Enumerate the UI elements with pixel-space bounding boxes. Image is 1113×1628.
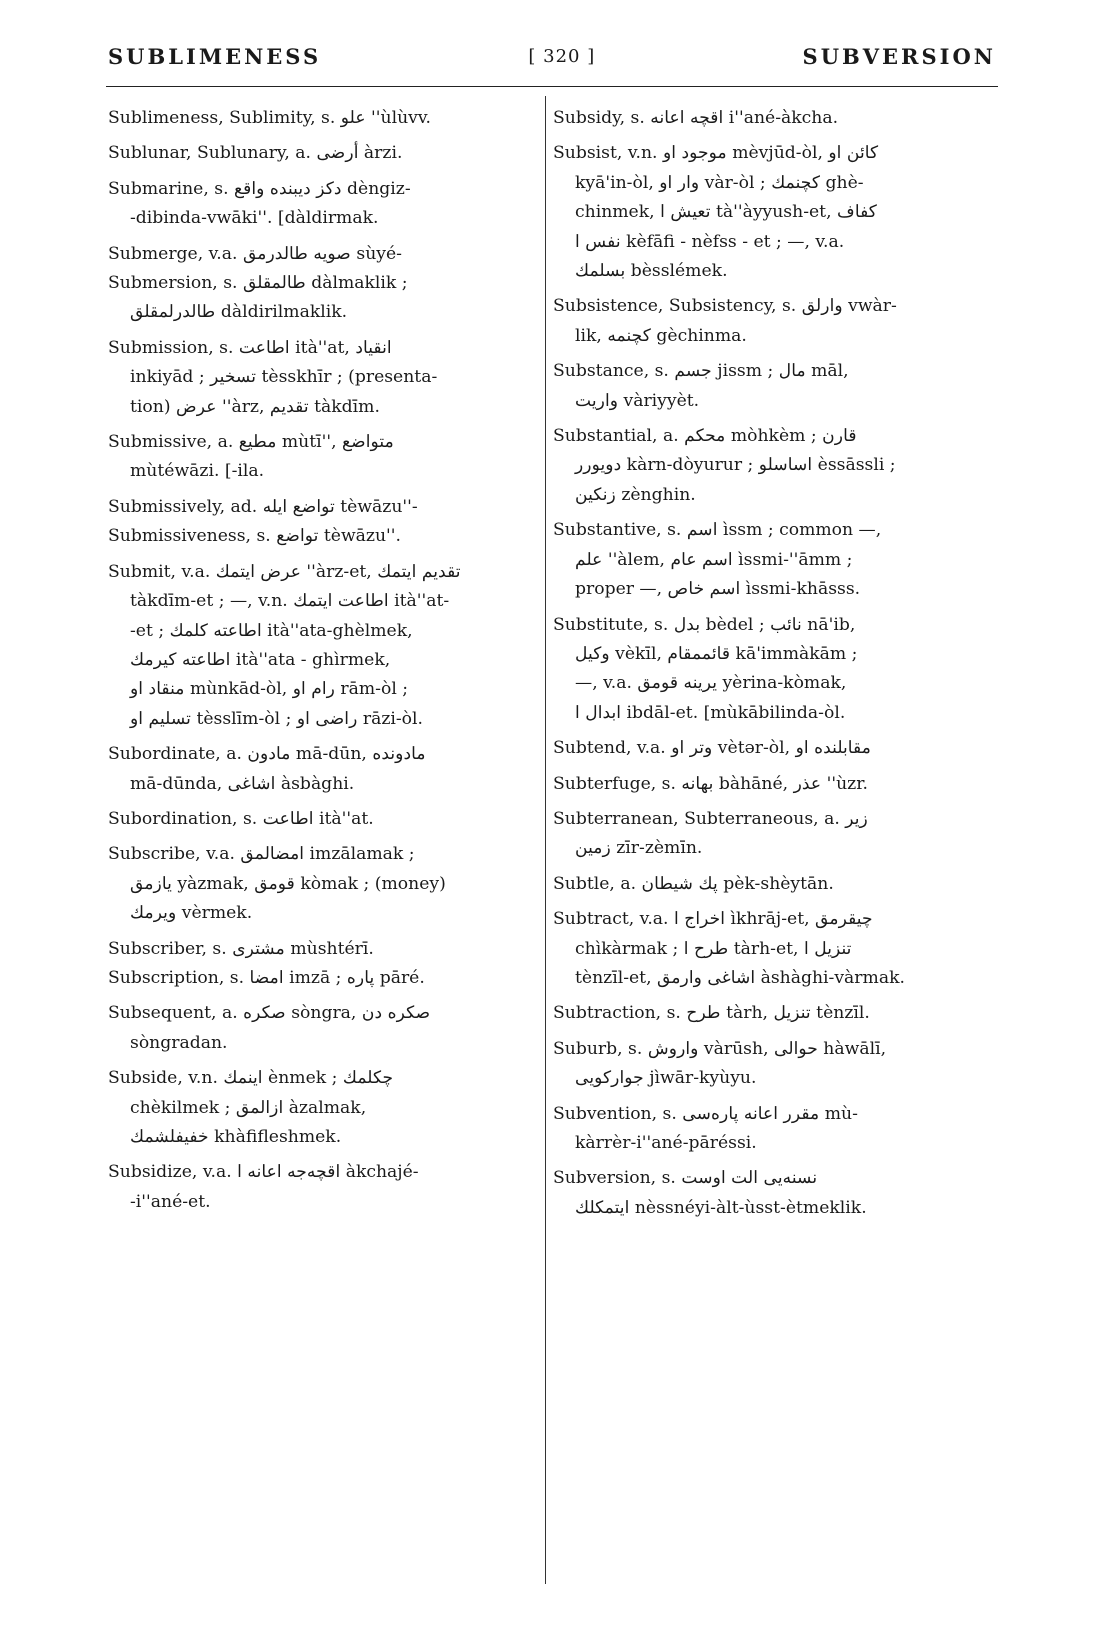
entry-continuation-line: tàkdīm-et ; —, v.n. اطاعت ايتمك ità''at-: [130, 591, 450, 612]
column-divider: [545, 96, 546, 1584]
entry-continuation-line: اطاعته كيرمك ità''ata - ghìrmek,: [130, 649, 391, 670]
entry-headword-line: Submission, s. اطاعت ità''at, انقياد: [108, 337, 392, 358]
entry-continuation-line: tion) عرض ''àrz, تقديم tàkdīm.: [130, 396, 380, 417]
entry-headword-line: Subtraction, s. طرح tàrh, تنزيل tènzīl.: [553, 1003, 870, 1024]
entry-headword-line: Substance, s. جسم jissm ; مال māl,: [553, 361, 849, 382]
entry-continuation-line: lik, كچنمه gèchinma.: [575, 325, 747, 346]
entry-headword-line: Subsequent, a. صكره sòngra, صكره دن: [108, 1003, 431, 1024]
entry-headword-line: Subordinate, a. مادون mā-dūn, مادونده: [108, 744, 426, 765]
entry-headword-line: Subscribe, v.a. امضالمق imzālamak ;: [108, 844, 415, 865]
header-rule: [106, 86, 998, 87]
entry-continuation-line: بسلمك bèsslémek.: [575, 261, 728, 282]
entry-headword-line: Subvention, s. مقرر اعانه پاره‌سى mù-: [553, 1103, 858, 1124]
entry-headword-line: Subtract, v.a. اخراج ا ìkhrāj-et, چيقرمق: [553, 909, 873, 930]
entry-continuation-line: -i''ané-et.: [130, 1191, 211, 1212]
entry-headword-line: Subsist, v.n. موجود او mèvjūd-òl, كائن او: [553, 143, 879, 164]
entry-continuation-line: وكيل vèkīl, قائممقام kā'immàkām ;: [575, 643, 858, 664]
entry-continuation-line: sòngradan.: [130, 1032, 228, 1053]
entry-headword-line: Submissive, a. مطيع mùtī'', متواضع: [108, 432, 394, 453]
entry-continuation-line: طالدرلمقلق dàldirilmaklik.: [130, 302, 348, 323]
entry-continuation-line: جواركويى jìwār-kyùyu.: [575, 1068, 757, 1089]
header-right-guide-word: SUBVERSION: [802, 43, 996, 69]
entry-continuation-line: chinmek, تعيش ا tà''àyyush-et, كفاف: [575, 202, 877, 223]
entry-continuation-line: نفس ا kèfāfi - nèfss - et ; —, v.a.: [575, 231, 845, 252]
entry-continuation-line: تسليم او tèsslīm-òl ; راضى او rāzi-òl.: [130, 708, 423, 729]
entry-headword-line: Submit, v.a. عرض ايتمك ''àrz-et, تقديم ايتمك: [108, 561, 461, 582]
entry-continuation-line: منقاد او mùnkād-òl, رام او rām-òl ;: [130, 679, 409, 700]
entry-headword-line: Subtle, a. پك شيطان pèk-shèytān.: [553, 873, 834, 894]
entry-headword-line: Subordination, s. اطاعت ità''at.: [108, 808, 374, 829]
entry-headword-line: Subsidize, v.a. اقچه‌جه اعانه ا àkchajé-: [108, 1162, 419, 1183]
right-column: [553, 104, 993, 1223]
entry-continuation-line: proper —, اسم خاص ìssmi-khāsss.: [575, 579, 861, 600]
entry-continuation-line: يازمق yàzmak, قومق kòmak ; (money): [130, 873, 446, 894]
entry-continuation-line: inkiyād ; تسخير tèsskhīr ; (presenta-: [130, 367, 438, 388]
entry-continuation-line: واريت vàriyyèt.: [575, 390, 700, 411]
entry-headword-line: Subterranean, Subterraneous, a. زير: [553, 808, 868, 829]
entry-headword-line: Submersion, s. طالمقلق dàlmaklik ;: [108, 273, 408, 294]
entry-headword-line: Substantive, s. اسم ìssm ; common —,: [553, 520, 882, 541]
entry-headword-line: Sublimeness, Sublimity, s. علو ''ùlùvv.: [108, 108, 431, 128]
entry-continuation-line: -et ; اطاعته كلمك ità''ata-ghèlmek,: [130, 620, 413, 641]
entry-continuation-line: kàrrèr-i''ané-pāréssi.: [575, 1133, 757, 1153]
entry-continuation-line: chìkàrmak ; طرح ا tàrh-et, تنزيل ا: [575, 938, 852, 959]
entry-headword-line: Submissively, ad. تواضع ايله tèwāzu''-: [108, 496, 418, 517]
entry-continuation-line: tènzīl-et, اشاغى وارمق àshàghi-vàrmak.: [575, 967, 905, 988]
entry-continuation-line: mùtéwāzi. [-ila.: [130, 461, 265, 482]
entry-continuation-line: ويرمك vèrmek.: [130, 903, 253, 924]
entry-headword-line: Subtend, v.a. وتر او vètər-òl, مقابلنده او: [553, 738, 871, 759]
entry-continuation-line: علم ''àlem, اسم عام ìssmi-''āmm ;: [575, 549, 853, 570]
entry-continuation-line: chèkilmek ; ازالمق àzalmak,: [130, 1097, 367, 1118]
entry-headword-line: Subterfuge, s. بهانه bàhāné, عذر ''ùzr.: [553, 773, 868, 794]
entry-continuation-line: -dibinda-vwāki''. [dàldirmak.: [130, 208, 379, 229]
entry-headword-line: Submarine, s. دكز ديبنده واقع dèngiz-: [108, 178, 411, 199]
entry-continuation-line: زمين zīr-zèmīn.: [575, 838, 703, 859]
entry-continuation-line: ابدال ا ibdāl-et. [mùkābilinda-òl.: [575, 702, 846, 723]
entry-headword-line: Subsistence, Subsistency, s. وارلق vwàr-: [553, 296, 897, 317]
entry-continuation-line: ايتمكلك nèssnéyi-àlt-ùsst-ètmeklik.: [575, 1197, 867, 1218]
entry-headword-line: Submissiveness, s. تواضع tèwāzu''.: [108, 526, 401, 547]
entry-headword-line: Suburb, s. واروش vàrūsh, حوالى hàwālī,: [553, 1038, 887, 1059]
entry-continuation-line: خفيفلشمك khàfifleshmek.: [130, 1127, 342, 1147]
entry-headword-line: Submerge, v.a. صويه طالدرمق sùyé-: [108, 243, 402, 264]
entry-headword-line: Subside, v.n. اينمك ènmek ; چكلمك: [108, 1068, 394, 1089]
entry-continuation-line: mā-dūnda, اشاغى àsbàghi.: [130, 773, 355, 794]
entry-headword-line: Subversion, s. نسنه‌يى الت اوست: [553, 1168, 818, 1189]
entry-continuation-line: —, v.a. يرينه قومق yèrina-kòmak,: [575, 673, 847, 694]
header-left-guide-word: SUBLIMENESS: [108, 43, 322, 69]
page-number: [ 320 ]: [528, 45, 596, 67]
page-header: [108, 36, 996, 76]
entry-continuation-line: kyā'in-òl, وار او vàr-òl ; كچنمك ghè-: [575, 172, 864, 193]
entry-headword-line: Subscription, s. امضا imzā ; پاره pāré.: [108, 967, 425, 988]
entry-headword-line: Substantial, a. محكم mòhkèm ; قارن: [553, 426, 857, 447]
entry-continuation-line: زنكين zènghin.: [575, 484, 696, 505]
entry-headword-line: Sublunar, Sublunary, a. أرضى àrzi.: [108, 143, 403, 164]
entry-continuation-line: دويورر kàrn-dòyurur ; اساسلو èssāssli ;: [575, 455, 896, 476]
entry-headword-line: Subscriber, s. مشترى mùshtérī.: [108, 938, 374, 959]
entry-headword-line: Subsidy, s. اقچه اعانه i''ané-àkcha.: [553, 108, 839, 128]
left-column: [108, 104, 528, 1217]
entry-headword-line: Substitute, s. بدل bèdel ; نائب nā'ib,: [553, 614, 856, 635]
